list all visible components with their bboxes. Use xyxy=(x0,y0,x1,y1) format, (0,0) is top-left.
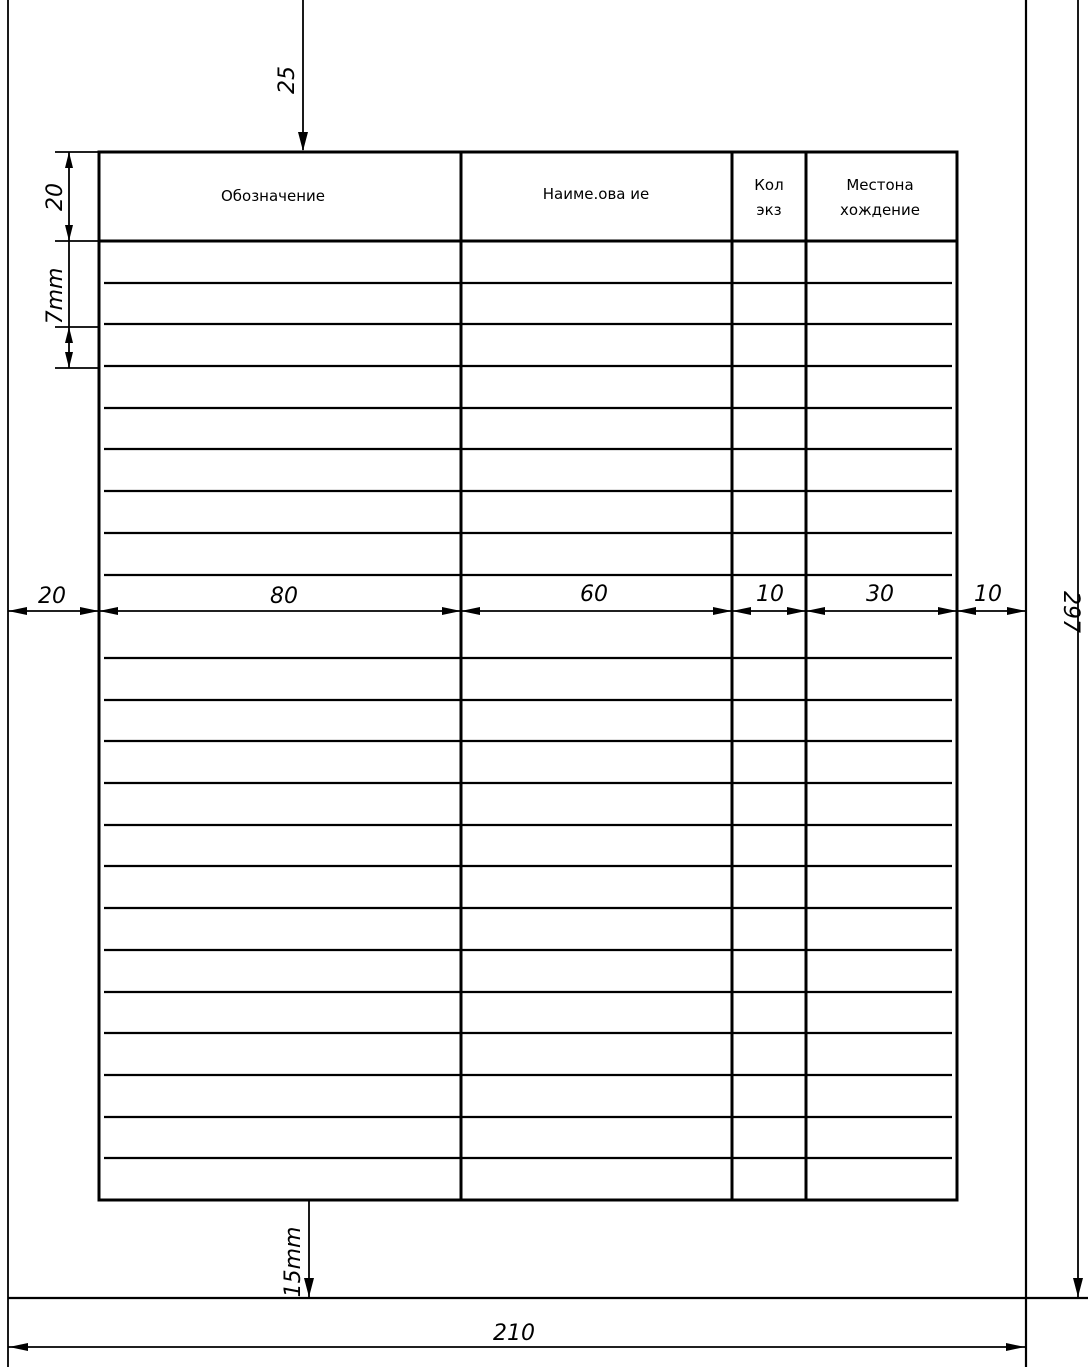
col-qty-label: 10 xyxy=(756,582,784,607)
hdim-arrow-g xyxy=(787,607,806,615)
hdim-arrow-a xyxy=(80,607,99,615)
header-height-label: 20 xyxy=(43,183,68,211)
col-location-label: 30 xyxy=(866,582,894,607)
hdim-arrow-j xyxy=(957,607,976,615)
page-height-arrow xyxy=(1073,1278,1083,1297)
header-qty-line1: Кол xyxy=(754,176,784,194)
hdim-arrow-e xyxy=(713,607,732,615)
row-height-label: 7mm xyxy=(43,267,68,325)
bottom-margin-label: 15mm xyxy=(281,1226,306,1298)
hdim-arrow-k xyxy=(1007,607,1026,615)
page-width-label: 210 xyxy=(493,1321,535,1346)
top-margin-arrow xyxy=(298,132,308,151)
table-row-lines xyxy=(104,283,952,1158)
header-name: Наиме.ова ие xyxy=(542,185,650,203)
col-name-label: 60 xyxy=(580,582,608,607)
header-qty-line2: экз xyxy=(756,201,782,219)
header-location-line1: Местона xyxy=(846,176,914,194)
col-designation-label: 80 xyxy=(270,584,298,609)
left-margin-label: 20 xyxy=(38,584,66,609)
page-height-label: 297 xyxy=(1058,591,1083,633)
top-margin-label: 25 xyxy=(275,66,300,94)
table-frame xyxy=(99,152,957,1200)
left-dim-arrow-4 xyxy=(65,352,73,368)
right-margin-label: 10 xyxy=(974,582,1002,607)
header-location-line2: хождение xyxy=(840,201,920,219)
left-dim-arrow-3 xyxy=(65,327,73,343)
hdim-arrow-h xyxy=(806,607,825,615)
left-dim-arrow-1 xyxy=(65,152,73,168)
hdim-arrow-d xyxy=(461,607,480,615)
hdim-arrow-c xyxy=(442,607,461,615)
hdim-arrow-l xyxy=(8,607,27,615)
page-width-arrow-right xyxy=(1006,1343,1025,1351)
hdim-arrow-f xyxy=(732,607,751,615)
header-designation: Обозначение xyxy=(220,187,326,205)
left-dim-arrow-2 xyxy=(65,225,73,241)
hdim-arrow-i xyxy=(938,607,957,615)
page-width-arrow-left xyxy=(9,1343,28,1351)
hdim-arrow-b xyxy=(99,607,118,615)
